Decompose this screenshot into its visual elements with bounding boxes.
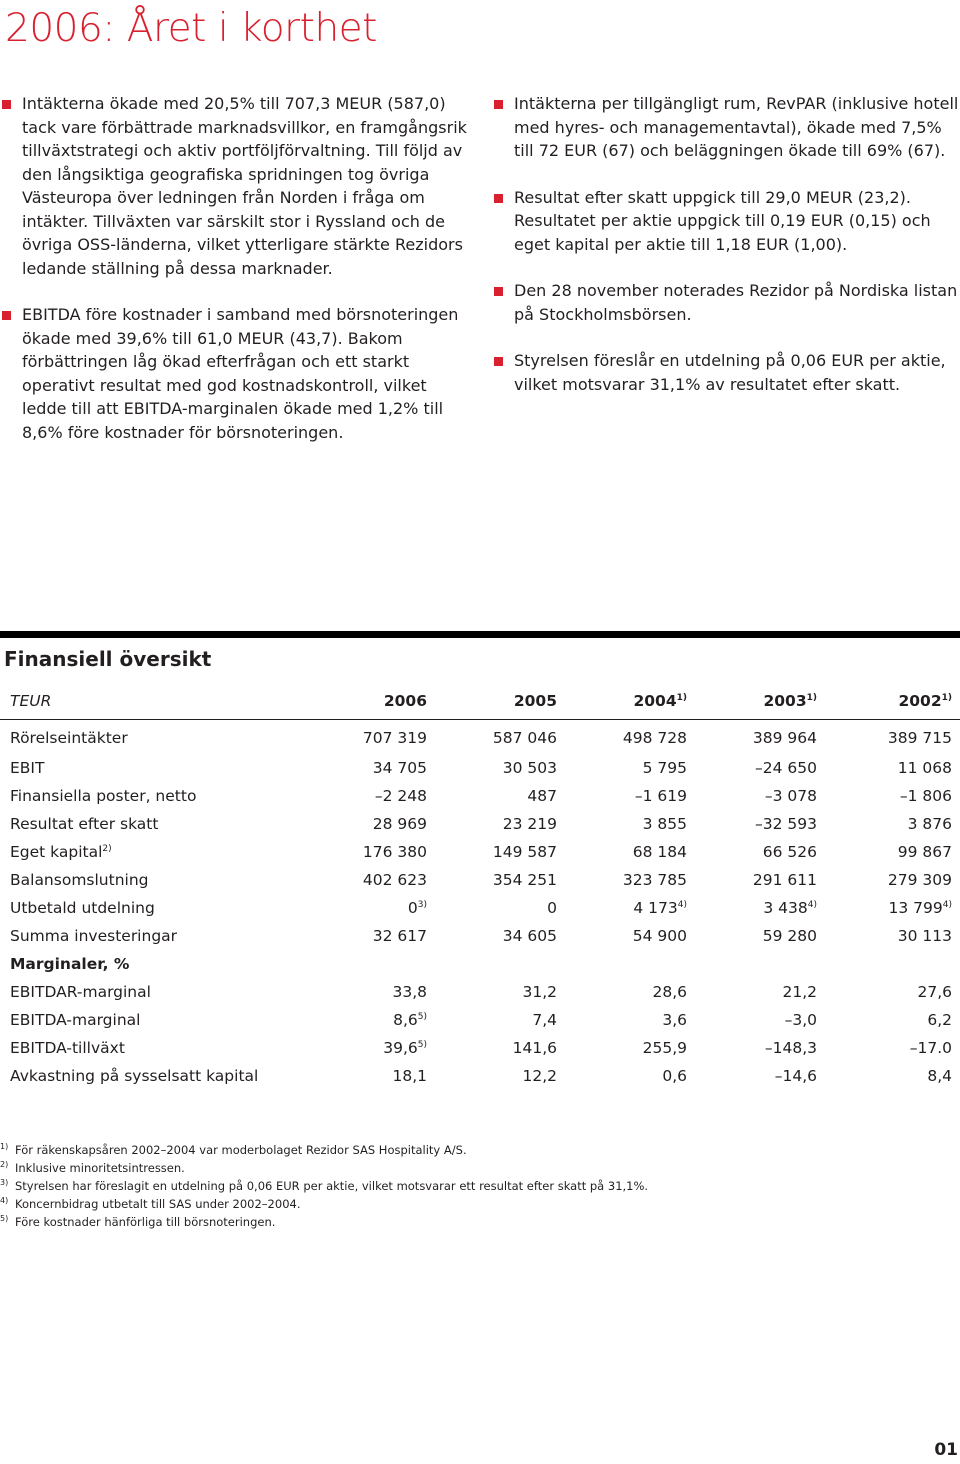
value-cell: 34 605 (502, 927, 557, 945)
value-cell: 3 438$^{4)}$ (763, 899, 817, 917)
value-cell: 176 380 (362, 843, 427, 861)
footnote: 1) För räkenskapsåren 2002–2004 var moderbolaget Rezidor SAS Hospitality A/S. (0, 1142, 467, 1157)
value-cell: 28,6 (652, 983, 687, 1001)
value-cell: 34 705 (372, 759, 427, 777)
table-row (0, 1034, 960, 1062)
value-cell: 291 611 (752, 871, 817, 889)
bullet-square-icon (494, 357, 503, 366)
value-cell: –32 593 (755, 815, 817, 833)
row-label: Avkastning på sysselsatt kapital (10, 1067, 259, 1085)
value-cell: 498 728 (622, 729, 687, 747)
row-label: Balansomslutning (10, 871, 149, 889)
empty-cell (305, 950, 435, 978)
header-year: 2003$^{1)}$ (695, 683, 825, 720)
value-cell: 0,6 (662, 1067, 687, 1085)
header-year: 2006 (305, 683, 435, 720)
value-cell: 6,2 (927, 1011, 952, 1029)
value-cell: 13 799$^{4)}$ (888, 899, 952, 917)
bullet-item (492, 279, 960, 326)
header-label: TEUR (0, 683, 305, 720)
empty-cell (825, 950, 960, 978)
value-cell: 54 900 (632, 927, 687, 945)
value-cell: –1 806 (899, 787, 952, 805)
table-row (0, 978, 960, 1006)
value-cell: 66 526 (762, 843, 817, 861)
value-cell: 39,6$^{5)}$ (383, 1039, 427, 1057)
row-label: Summa investeringar (10, 927, 178, 945)
bullet-text: EBITDA före kostnader i samband med börsnoteringen ökade med 39,6% till 61,0 MEUR (43,7). Bakom förbättringen låg ökad efterfrågan och ett starkt operativt resultat med god kostnadskontroll, vilket ledde till att EBITDA-marginalen ökade med 1,2% till 8,6% före kostnader för börsnoteringen. (22, 305, 459, 442)
header-year: 2005 (435, 683, 565, 720)
value-cell: 68 184 (632, 843, 687, 861)
bullet-square-icon (494, 100, 503, 109)
value-cell: 707 319 (362, 729, 427, 747)
bullet-text: Styrelsen föreslår en utdelning på 0,06 EUR per aktie, vilket motsvarar 31,1% av resultatet efter skatt. (514, 351, 946, 394)
section-divider (0, 631, 960, 638)
footnote: 2) Inklusive minoritetsintressen. (0, 1160, 185, 1175)
footnote: 5) Före kostnader hänförliga till börsnoteringen. (0, 1214, 276, 1229)
value-cell: 30 503 (502, 759, 557, 777)
table-row (0, 810, 960, 838)
value-cell: 33,8 (392, 983, 427, 1001)
value-cell: 323 785 (622, 871, 687, 889)
bullet-text: Den 28 november noterades Rezidor på Nordiska listan på Stockholmsbörsen. (514, 281, 958, 324)
finance-table-container (0, 683, 960, 1090)
header-year: 2002$^{1)}$ (825, 683, 960, 720)
table-section-row (0, 950, 960, 978)
value-cell: –3 078 (764, 787, 817, 805)
value-cell: 31,2 (522, 983, 557, 1001)
value-cell: 402 623 (362, 871, 427, 889)
table-row (0, 720, 960, 755)
value-cell: –14,6 (774, 1067, 817, 1085)
value-cell: 3 876 (907, 815, 952, 833)
value-cell: 12,2 (522, 1067, 557, 1085)
table-row (0, 894, 960, 922)
value-cell: 30 113 (897, 927, 952, 945)
value-cell: 389 715 (887, 729, 952, 747)
value-cell: –148,3 (764, 1039, 817, 1057)
bullet-square-icon (494, 287, 503, 296)
value-cell: 59 280 (762, 927, 817, 945)
value-cell: –3,0 (784, 1011, 817, 1029)
value-cell: –1 619 (634, 787, 687, 805)
value-cell: 32 617 (372, 927, 427, 945)
value-cell: 23 219 (502, 815, 557, 833)
section-label: Marginaler, % (10, 955, 130, 973)
finance-table-body (0, 720, 960, 1091)
finance-title: Finansiell översikt (4, 647, 212, 671)
value-cell: 3,6 (662, 1011, 687, 1029)
value-cell: 11 068 (897, 759, 952, 777)
value-cell: 21,2 (782, 983, 817, 1001)
row-label: EBITDA-tillväxt (10, 1039, 125, 1057)
row-label: Finansiella poster, netto (10, 787, 197, 805)
bullet-square-icon (494, 194, 503, 203)
bullet-item (492, 349, 960, 396)
left-column (0, 92, 475, 467)
table-row (0, 866, 960, 894)
row-label: Resultat efter skatt (10, 815, 159, 833)
row-label: Rörelseintäkter (10, 729, 128, 747)
value-cell: 8,6$^{5)}$ (393, 1011, 427, 1029)
right-column (492, 92, 960, 419)
value-cell: 354 251 (492, 871, 557, 889)
value-cell: 0$^{3)}$ (407, 899, 427, 917)
bullet-text: Intäkterna ökade med 20,5% till 707,3 MEUR (587,0) tack vare förbättrade marknadsvillkor, en framgångsrik tillväxtstrategi och aktiv portföljförvaltning. Till följd av den långsiktiga geografiska spridningen tog övriga Västeuropa över ledningen från Norden i fråga om intäkter. Tillväxten var särskilt stor i Ryssland och de övriga OSS-länderna, vilket ytterligare stärkte Rezidors ledande ställning på dessa marknader. (22, 94, 467, 278)
value-cell: 99 867 (897, 843, 952, 861)
table-row (0, 1006, 960, 1034)
empty-cell (435, 950, 565, 978)
row-label: EBITDA-marginal (10, 1011, 141, 1029)
empty-cell (695, 950, 825, 978)
bullet-item (492, 92, 960, 163)
value-cell: –24 650 (755, 759, 817, 777)
bullet-text: Resultat efter skatt uppgick till 29,0 MEUR (23,2). Resultatet per aktie uppgick till 0,19 EUR (0,15) och eget kapital per aktie till 1,18 EUR (1,00). (514, 187, 931, 254)
table-row (0, 782, 960, 810)
bullet-item (0, 303, 475, 444)
value-cell: 8,4 (927, 1067, 952, 1085)
value-cell: –17.0 (909, 1039, 952, 1057)
header-year: 2004$^{1)}$ (565, 683, 695, 720)
value-cell: 28 969 (372, 815, 427, 833)
value-cell: 141,6 (512, 1039, 557, 1057)
value-cell: 7,4 (532, 1011, 557, 1029)
value-cell: –2 248 (374, 787, 427, 805)
table-row (0, 1062, 960, 1090)
page-title: 2006: Året i korthet (5, 6, 377, 51)
bullet-square-icon (2, 100, 11, 109)
row-label: EBIT (10, 759, 45, 777)
finance-table (0, 683, 960, 1090)
bullet-item (492, 186, 960, 257)
value-cell: 27,6 (917, 983, 952, 1001)
footnote: 3) Styrelsen har föreslagit en utdelning på 0,06 EUR per aktie, vilket motsvarar ett resultat efter skatt på 31,1%. (0, 1178, 649, 1193)
footnotes (0, 1141, 648, 1231)
bullet-text: Intäkterna per tillgängligt rum, RevPAR (inklusive hotell med hyres- och managementavtal), ökade med 7,5% till 72 EUR (67) och beläggningen ökade till 69% (67). (514, 94, 959, 160)
value-cell: 389 964 (752, 729, 817, 747)
value-cell: 255,9 (642, 1039, 687, 1057)
value-cell: 3 855 (642, 815, 687, 833)
footnote: 4) Koncernbidrag utbetalt till SAS under 2002–2004. (0, 1196, 301, 1211)
page-number: 01 (934, 1440, 958, 1460)
table-row (0, 838, 960, 866)
table-row (0, 754, 960, 782)
value-cell: 5 795 (642, 759, 687, 777)
row-label: Eget kapital$^{2)}$ (10, 843, 112, 861)
value-cell: 4 173$^{4)}$ (633, 899, 687, 917)
empty-cell (565, 950, 695, 978)
value-cell: 587 046 (492, 729, 557, 747)
value-cell: 18,1 (392, 1067, 427, 1085)
value-cell: 279 309 (887, 871, 952, 889)
value-cell: 149 587 (492, 843, 557, 861)
bullet-item (0, 92, 475, 280)
table-header-row (0, 683, 960, 720)
row-label: EBITDAR-marginal (10, 983, 151, 1001)
value-cell: 487 (527, 787, 557, 805)
row-label: Utbetald utdelning (10, 899, 155, 917)
bullet-square-icon (2, 311, 11, 320)
value-cell: 0 (547, 899, 557, 917)
table-row (0, 922, 960, 950)
